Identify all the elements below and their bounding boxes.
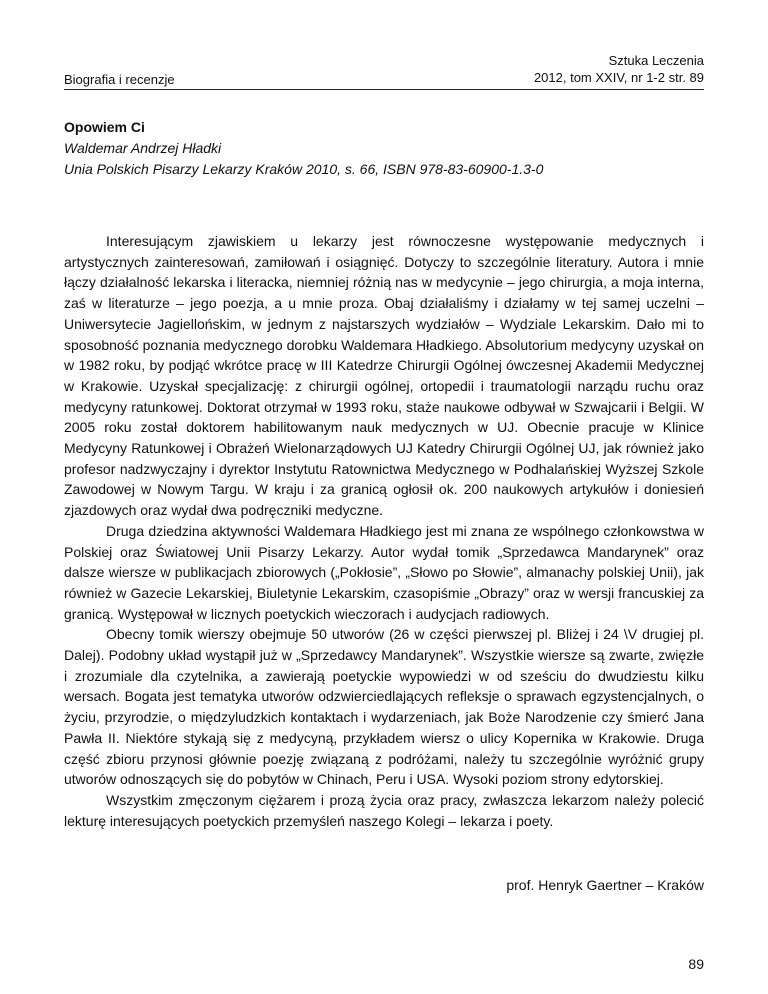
journal-name: Sztuka Leczenia: [608, 53, 704, 68]
paragraph-2: Druga dziedzina aktywności Waldemara Hładkiego jest mi znana ze wspólnego członkowstwa w Polskiej oraz Światowej Unii Pisarzy Lekarzy. Autor wydał tomik „Sprzedawca Mandarynek” oraz dalsze wiersze w publikacjach zbiorowych („Pokłosie”, „Słowo po Słowie”, almanachy polskiej Unii), jak również w Gazecie Lekarskiej, Biuletynie Lekarskim, czasopiśmie „Obrazy” oraz w wersji francuskiej za granicą. Występował w licznych poetyckich wieczorach i audycjach radiowych.: [64, 522, 704, 622]
journal-info: [534, 52, 704, 86]
header-divider: [64, 89, 704, 90]
review-body: [64, 231, 704, 831]
paragraph-1: Interesującym zjawiskiem u lekarzy jest równoczesne występowanie medycznych i artystycznych zainteresowań, zamiłowań i osiągnięć. Dotyczy to szczególnie literatury. Autora i mnie łączy działalność lekarska i literacka, niemniej różnią nas w medycynie – jego chirurgia, a moja interna, zaś w literaturze – jego poezja, a u mnie proza. Obaj działaliśmy i działamy w tej samej uczelni – Uniwersytecie Jagiellońskim, w jednym z najstarszych wydziałów – Wydziale Lekarskim. Dało mi to sposobność poznania medycznego dorobku Waldemara Hładkiego. Absolutorium medycyny uzyskał on w 1982 roku, by podjąć wkrótce pracę w III Katedrze Chirurgii Ogólnej ówczesnej Akademii Medycznej w Krakowie. Uzyskał specjalizację: z chirurgii ogólnej, ortopedii i traumatologii narządu ruchu oraz medycyny ratunkowej. Doktorat otrzymał w 1993 roku, staże naukowe odbywał w Szwajcarii i Belgii. W 2005 roku został doktorem habilitowanym nauk medycznych w UJ. Obecnie pracuje w Klinice Medycyny Ratunkowej i Obrażeń Wielonarządowych UJ Katedry Chirurgii Ogólnej UJ, jak również jako profesor nadzwyczajny i dyrektor Instytutu Ratownictwa Medycznego w Podhalańskiej Wyższej Szkole Zawodowej w Nowym Targu. W kraju i za granicą ogłosił ok. 200 naukowych artykułów i doniesień zjazdowych oraz wydał dwa podręczniki medyczne.: [64, 233, 704, 519]
section-label: Biografia i recenzje: [64, 72, 175, 87]
book-title: Opowiem Ci: [64, 119, 145, 135]
page-header: [64, 52, 704, 88]
book-author: Waldemar Andrzej Hładki: [64, 140, 222, 156]
paragraph-4: Wszystkim zmęczonym ciężarem i prozą życia oraz pracy, zwłaszcza lekarzom należy polecić lekturę interesujących poetyckich przemyśleń naszego Kolegi – lekarza i poety.: [64, 791, 704, 829]
journal-issue: 2012, tom XXIV, nr 1-2 str. 89: [533, 70, 704, 85]
book-publication: Unia Polskich Pisarzy Lekarzy Kraków 2010, s. 66, ISBN 978-83-60900-1.3-0: [64, 161, 544, 177]
review-meta: [64, 117, 704, 180]
paragraph-3: Obecny tomik wierszy obejmuje 50 utworów (26 w części pierwszej pl. Bliżej i 24 \V drugiej pl. Dalej). Podobny układ wystąpił już w „Sprzedawcy Mandarynek”. Wszystkie wiersze są zwarte, zwięzłe i zrozumiale dla czytelnika, a zawierają poetyckie wypowiedzi w od sześciu do dwudziestu kilku wersach. Bogata jest tematyka utworów odzwierciedlających refleksje o sprawach egzystencjalnych, o życiu, przyrodzie, o międzyludzkich kontaktach i wydarzeniach, jak Boże Narodzenie czy śmierć Jana Pawła II. Niektóre stykają się z medycyną, przykładem wiersz o ulicy Kopernika w Krakowie. Druga część zbioru przynosi głównie poezję związaną z podróżami, należy tu szczególnie wyróżnić grupy utworów odnoszących się do pobytów w Chinach, Peru i USA. Wysoki poziom strony edytorskiej.: [64, 626, 704, 788]
page-number: 89: [688, 956, 704, 972]
signature: prof. Henryk Gaertner – Kraków: [506, 877, 704, 893]
